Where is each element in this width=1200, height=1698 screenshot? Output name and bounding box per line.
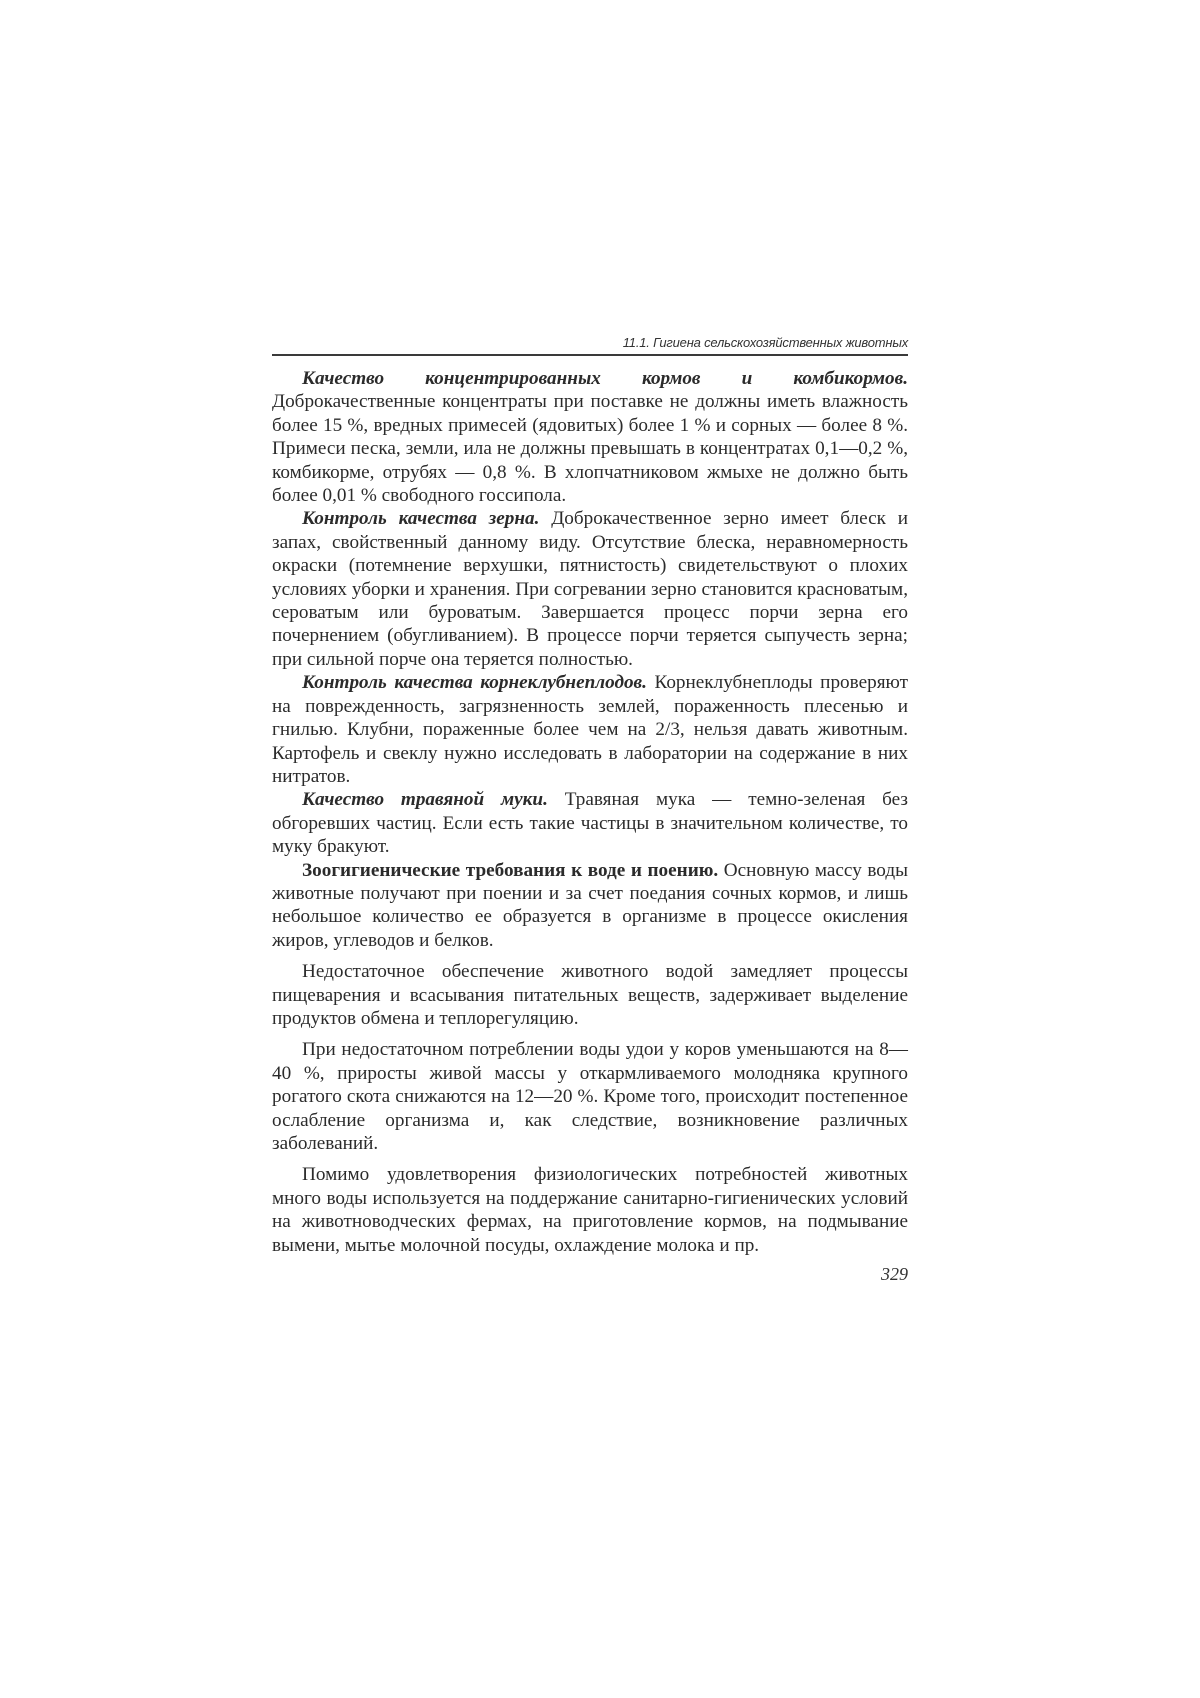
paragraph-grass-meal bbox=[272, 788, 908, 858]
paragraph-lead: Зоогигиенические требования к воде и поению. bbox=[302, 859, 719, 881]
paragraph-text: Травяная мука — темно-зеленая без обгоревших частиц. Если есть такие частицы в значительном количестве, то муку бракуют. bbox=[272, 789, 908, 858]
paragraph-text: Корнеклубнеплоды проверяют на поврежденность, загрязненность землей, пораженность плесенью и гнилью. Клубни, пораженные более чем на 2/3, нельзя давать животным. Картофель и свеклу нужно исследовать в лаборатории на содержание в них нитратов. bbox=[272, 672, 908, 787]
paragraph-lead: Контроль качества корнеклубнеплодов. bbox=[302, 672, 647, 694]
paragraph-lead: Качество травяной муки. bbox=[302, 789, 548, 811]
paragraph-text: Основную массу воды животные получают при поении и за счет поедания сочных кормов, и лишь небольшое количество ее образуется в организме в процессе окисления жиров, углеводов и белков. bbox=[272, 859, 908, 951]
paragraph-sanitary-use bbox=[272, 1163, 908, 1257]
paragraph-water-requirements bbox=[272, 859, 908, 953]
paragraph-text: Доброкачественные концентраты при поставке не должны иметь влажность более 15 %, вредных примесей (ядовитых) более 1 % и сорных — более 8 %. Примеси песка, земли, ила не должны превышать в концентратах 0,1—0,2 %, комбикорме, отрубях — 0,8 %. В хлопчатниковом жмыхе не должно быть более 0,01 % свободного госсипола. bbox=[272, 391, 908, 507]
running-header: 11.1. Гигиена сельскохозяйственных животных bbox=[272, 335, 908, 356]
book-page bbox=[272, 335, 908, 1285]
paragraph-lead: Контроль качества зерна. bbox=[302, 508, 540, 530]
paragraph-lead: Качество концентрированных кормов и комбикормов. bbox=[302, 368, 908, 389]
paragraph-water-deficit bbox=[272, 960, 908, 1030]
paragraph-text: При недостаточном потреблении воды удои у коров уменьшаются на 8—40 %, приросты живой массы у откармливаемого молодняка крупного рогатого скота снижаются на 12—20 %. Кроме того, происходит постепенное ослабление организма и, как следствие, возникновение различных заболеваний. bbox=[272, 1039, 908, 1154]
paragraph-concentrates bbox=[272, 367, 908, 507]
paragraph-text: Помимо удовлетворения физиологических потребностей животных много воды используется на поддержание санитарно-гигиенических условий на животноводческих фермах, на приготовление кормов, на подмывание вымени, мытье молочной посуды, охлаждение молока и пр. bbox=[272, 1164, 908, 1256]
paragraph-grain bbox=[272, 507, 908, 671]
paragraph-root-crops bbox=[272, 671, 908, 788]
page-number: 329 bbox=[881, 1264, 908, 1285]
paragraph-yield-loss bbox=[272, 1038, 908, 1155]
paragraph-text: Недостаточное обеспечение животного водой замедляет процессы пищеварения и всасывания питательных веществ, задерживает выделение продуктов обмена и теплорегуляцию. bbox=[272, 961, 908, 1029]
paragraph-text: Доброкачественное зерно имеет блеск и запах, свойственный данному виду. Отсутствие блеска, неравномерность окраски (потемнение верхушки, пятнистость) свидетельствуют о плохих условиях уборки и хранения. При согревании зерно становится красноватым, сероватым или буроватым. Завершается процесс порчи зерна его почернением (обугливанием). В процессе порчи теряется сыпучесть зерна; при сильной порче она теряется полностью. bbox=[272, 508, 908, 670]
